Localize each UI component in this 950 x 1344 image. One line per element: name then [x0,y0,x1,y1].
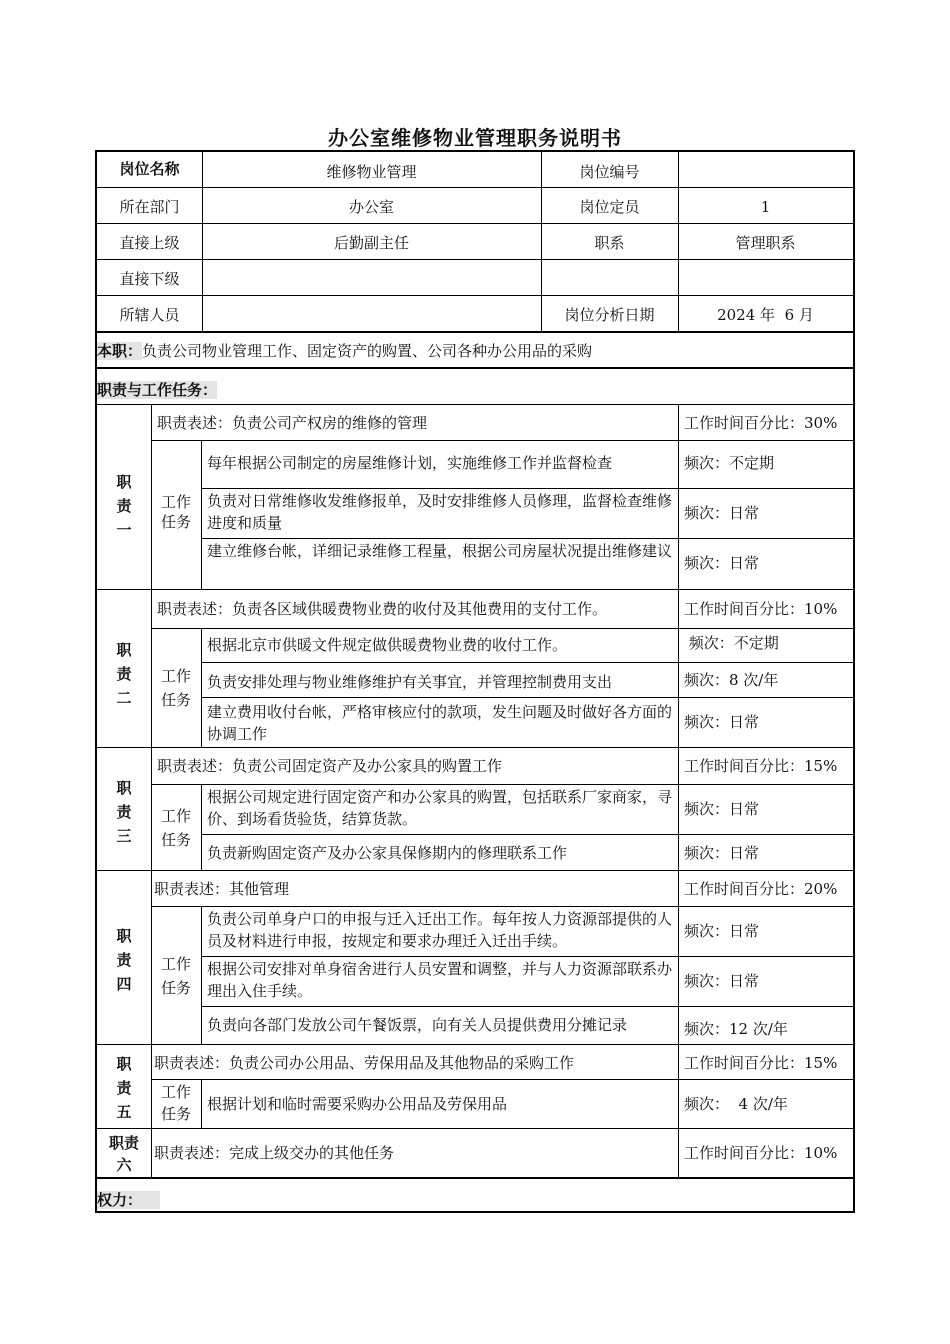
authority-row [97,1179,853,1211]
superior-value: 后勤副主任 [333,234,409,252]
duty-4-task-label: 工作 任务 [160,955,191,997]
page-title: 办公室维修物业管理职务说明书 [328,126,622,150]
duty-4-label: 职 责 四 [116,927,132,993]
department-value: 办公室 [348,198,394,216]
job-family-value: 管理职系 [735,234,796,252]
duty-2-task-label: 工作 任务 [160,667,191,709]
duty-6-label: 职责 六 [108,1134,139,1174]
duty-3-percent: 工作时间百分比：15% [684,757,838,775]
position-no-label: 岗位编号 [579,163,640,181]
duty-4-task-2: 根据公司安排对单身宿舍进行人员安置和调整，并与人力资源部联系办理出入住手续。 [207,960,673,1000]
duty-4-freq-1: 频次：日常 [684,922,760,940]
analysis-date-label: 岗位分析日期 [564,306,655,324]
position-no-value [678,152,853,187]
duty-3-desc: 职责表述：负责公司固定资产及办公家具的购置工作 [157,757,503,775]
duty-3-task-label: 工作 任务 [160,807,191,849]
position-name-label: 岗位名称 [119,160,180,178]
duty-3-freq-1: 频次：日常 [684,800,760,818]
job-family-label: 职系 [594,234,625,252]
duty-4-percent: 工作时间百分比：20% [684,880,838,898]
core-duty-label: 本职： [97,342,143,360]
duty-5-freq-1: 频次： 4 次/年 [684,1095,788,1113]
subordinate-value [202,259,541,295]
job-description-table [95,150,855,1213]
duties-header-row [97,369,853,404]
duty-5-task-label: 工作 任务 [160,1083,191,1123]
duty-6-percent: 工作时间百分比：10% [684,1144,838,1162]
duty-5-label: 职 责 五 [116,1055,132,1121]
duty-1-freq-1: 频次：不定期 [684,454,775,472]
duty-3-freq-2: 频次：日常 [684,844,760,862]
duty-4-freq-2: 频次：日常 [684,972,760,990]
duty-4-task-1: 负责公司单身户口的申报与迁入迁出工作。每年按人力资源部提供的人员及材料进行申报，按规定和要求办理迁入迁出手续。 [207,910,673,950]
core-duty-row [97,333,853,367]
duty-1-desc: 职责表述：负责公司产权房的维修的管理 [157,414,428,432]
duty-6-desc: 职责表述：完成上级交办的其他任务 [154,1144,395,1162]
duty-2-task-3: 建立费用收付台帐，严格审核应付的款项，发生问题及时做好各方面的协调工作 [207,703,673,743]
duty-1-freq-2: 频次：日常 [684,504,760,522]
duty-2-freq-3: 频次：日常 [684,713,760,731]
duty-5-desc: 职责表述：负责公司办公用品、劳保用品及其他物品的采购工作 [154,1054,575,1072]
superior-label: 直接上级 [119,234,180,252]
authority-label: 权力： [97,1191,160,1209]
duty-2-label: 职 责 二 [116,641,132,707]
duty-1-freq-3: 频次：日常 [684,554,760,572]
staff-value [202,295,541,331]
analysis-date-value: 2024 年 6 月 [717,306,814,324]
duty-1-task-3: 建立维修台帐，详细记录维修工程量，根据公司房屋状况提出维修建议 [207,542,673,560]
duty-1-task-2: 负责对日常维修收发维修报单，及时安排维修人员修理，监督检查维修进度和质量 [207,492,673,532]
duty-1-label: 职 责 一 [116,473,132,539]
duty-3-label: 职 责 三 [116,779,132,845]
subordinate-label: 直接下级 [119,270,180,288]
core-duty-text: 负责公司物业管理工作、固定资产的购置、公司各种办公用品的采购 [142,342,593,360]
duty-4-freq-3: 频次：12 次/年 [684,1020,788,1038]
duty-4-task-3: 负责向各部门发放公司午餐饭票，向有关人员提供费用分摊记录 [207,1016,628,1034]
headcount-label: 岗位定员 [579,198,640,216]
duty-2-desc: 职责表述：负责各区域供暖费物业费的收付及其他费用的支付工作。 [157,600,608,618]
duty-2-freq-1: 频次：不定期 [684,634,779,652]
duty-3-task-1: 根据公司规定进行固定资产和办公家具的购置，包括联系厂家商家，寻价、到场看货验货，结算货款。 [207,788,673,828]
duty-5-percent: 工作时间百分比：15% [684,1054,838,1072]
duty-3-task-2: 负责新购固定资产及办公家具保修期内的修理联系工作 [207,844,568,862]
duty-2-task-1: 根据北京市供暖文件规定做供暖费物业费的收付工作。 [207,636,568,654]
duty-1-task-1: 每年根据公司制定的房屋维修计划，实施维修工作并监督检查 [207,454,613,472]
duties-header: 职责与工作任务： [97,381,218,399]
duty-2-task-2: 负责安排处理与物业维修维护有关事宜，并管理控制费用支出 [207,673,613,691]
duty-5-task-1: 根据计划和临时需要采购办公用品及劳保用品 [207,1095,508,1113]
duty-4-desc: 职责表述：其他管理 [154,880,290,898]
department-label: 所在部门 [119,198,180,216]
position-name-value: 维修物业管理 [326,163,417,181]
duty-1-task-label: 工作 任务 [160,493,191,531]
headcount-value: 1 [760,198,771,216]
staff-label: 所辖人员 [119,306,180,324]
duty-2-freq-2: 频次：8 次/年 [684,671,779,689]
duty-2-percent: 工作时间百分比：10% [684,600,838,618]
duty-1-percent: 工作时间百分比：30% [684,414,838,432]
